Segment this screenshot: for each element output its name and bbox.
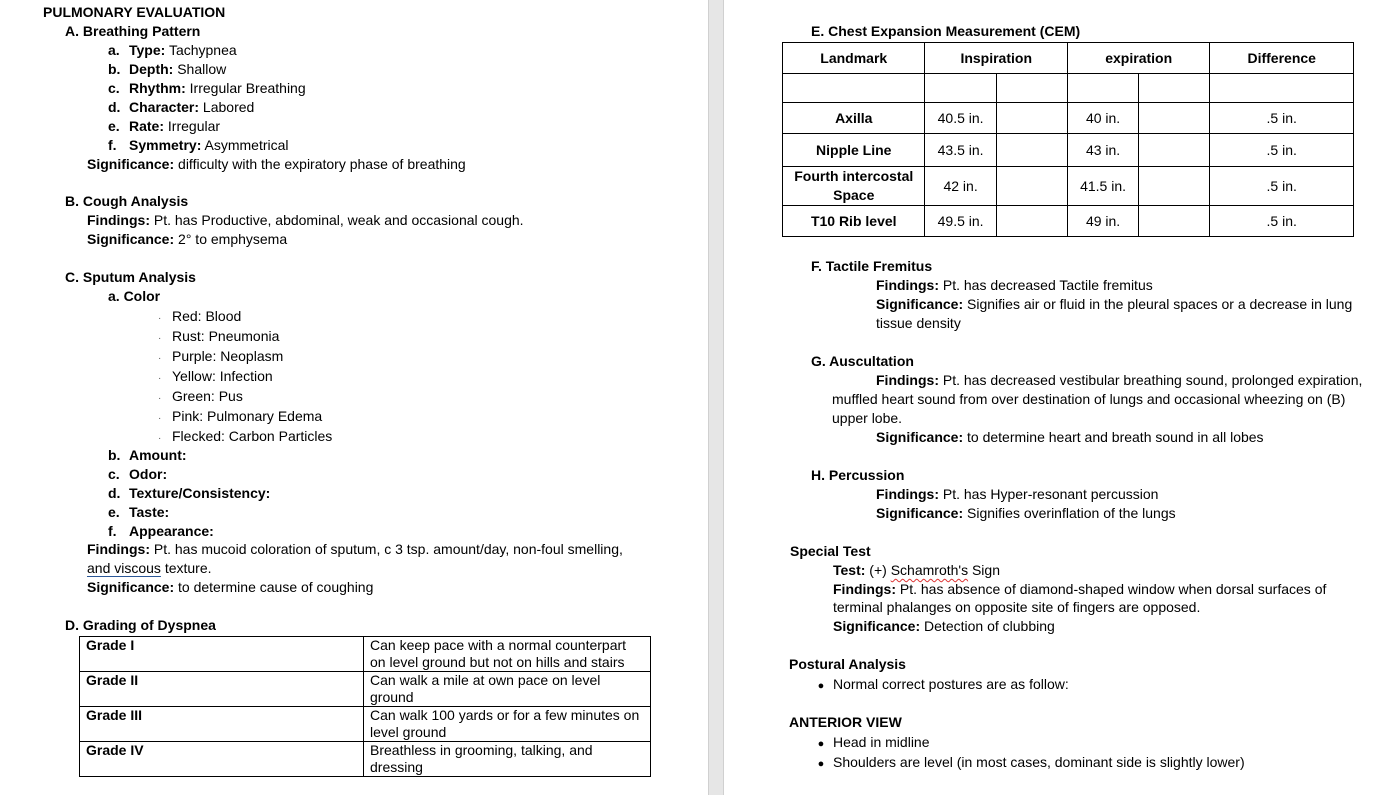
cem-blank-cell bbox=[996, 103, 1067, 134]
cem-empty-cell bbox=[1067, 74, 1138, 103]
cem-empty-row bbox=[783, 74, 1354, 103]
bullet-icon: · bbox=[158, 313, 162, 324]
bullet-icon: · bbox=[158, 373, 162, 384]
dyspnea-row bbox=[80, 707, 651, 742]
dyspnea-grade-cell: Grade I bbox=[80, 637, 364, 672]
breathing-pattern-heading: A. Breathing Pattern bbox=[65, 23, 201, 39]
sputum-findings-line2: and viscous texture. bbox=[87, 560, 212, 576]
document-title: PULMONARY EVALUATION bbox=[43, 4, 226, 20]
sputum-significance: Significance: to determine cause of coughing bbox=[87, 579, 374, 595]
dyspnea-description-cell: Can keep pace with a normal counterpart on level ground but not on hills and stairs bbox=[364, 637, 651, 672]
sputum-color-item: · Flecked: Carbon Particles bbox=[158, 427, 332, 448]
cem-blank-cell bbox=[1139, 103, 1210, 134]
special-test-findings-line2: terminal phalanges on opposite site of fingers are opposed. bbox=[833, 599, 1201, 615]
sputum-color-label: a. Color bbox=[108, 288, 161, 304]
bullet-icon: · bbox=[158, 413, 162, 424]
cem-header-expiration: expiration bbox=[1067, 43, 1209, 74]
sputum-color-item: · Green: Pus bbox=[158, 387, 243, 408]
cem-landmark-cell: Nipple Line bbox=[783, 134, 925, 167]
cem-blank-cell bbox=[996, 206, 1067, 237]
cem-expiration-cell: 40 in. bbox=[1067, 103, 1138, 134]
cem-header-landmark: Landmark bbox=[783, 43, 925, 74]
cough-analysis-heading: B. Cough Analysis bbox=[65, 193, 189, 209]
cem-header-inspiration: Inspiration bbox=[925, 43, 1067, 74]
dyspnea-description-cell: Breathless in grooming, talking, and dressing bbox=[364, 742, 651, 777]
cem-empty-cell bbox=[925, 74, 996, 103]
sputum-color-item: · Pink: Pulmonary Edema bbox=[158, 407, 322, 428]
sputum-analysis-heading: C. Sputum Analysis bbox=[65, 269, 196, 285]
cem-difference-cell: .5 in. bbox=[1210, 167, 1354, 206]
cem-blank-cell bbox=[996, 134, 1067, 167]
cem-landmark-cell: T10 Rib level bbox=[783, 206, 925, 237]
dyspnea-grading-table bbox=[79, 636, 651, 777]
sputum-property-item: e. Taste: bbox=[108, 504, 170, 520]
sputum-property-item: b. Amount: bbox=[108, 447, 187, 463]
cem-expiration-cell: 49 in. bbox=[1067, 206, 1138, 237]
dyspnea-heading: D. Grading of Dyspnea bbox=[65, 617, 216, 633]
postural-bullet: ● Normal correct postures are as follow: bbox=[809, 675, 1069, 696]
breathing-item: b. Depth: Shallow bbox=[108, 61, 227, 77]
cem-header-difference: Difference bbox=[1210, 43, 1354, 74]
dyspnea-description-cell: Can walk 100 yards or for a few minutes on level ground bbox=[364, 707, 651, 742]
postural-analysis-heading: Postural Analysis bbox=[789, 656, 906, 672]
page-gutter bbox=[708, 0, 724, 795]
sputum-property-item: f. Appearance: bbox=[108, 523, 214, 539]
sputum-property-item: c. Odor: bbox=[108, 466, 168, 482]
percussion-heading: H. Percussion bbox=[811, 467, 905, 483]
cem-empty-cell bbox=[1139, 74, 1210, 103]
dyspnea-grade-cell: Grade IV bbox=[80, 742, 364, 777]
sputum-color-item: · Rust: Pneumonia bbox=[158, 327, 279, 348]
auscultation-findings-line3: upper lobe. bbox=[832, 410, 903, 426]
anterior-bullet-1: ● Head in midline bbox=[809, 733, 930, 754]
chest-expansion-table bbox=[782, 42, 1354, 237]
breathing-item: f. Symmetry: Asymmetrical bbox=[108, 137, 289, 153]
cem-blank-cell bbox=[1139, 167, 1210, 206]
breathing-item: a. Type: Tachypnea bbox=[108, 42, 237, 58]
auscultation-findings-line1: Findings: Pt. has decreased vestibular breathing sound, prolonged expiration, bbox=[876, 372, 1363, 388]
sputum-findings-line1: Findings: Pt. has mucoid coloration of sputum, c 3 tsp. amount/day, non-foul smelling, bbox=[87, 541, 623, 557]
cem-landmark-cell: Axilla bbox=[783, 103, 925, 134]
tactile-findings: Findings: Pt. has decreased Tactile fremitus bbox=[876, 277, 1153, 293]
cough-findings: Findings: Pt. has Productive, abdominal, weak and occasional cough. bbox=[87, 212, 524, 228]
auscultation-findings-line2: muffled heart sound from over destination of lungs and occasional wheezing on (B) bbox=[832, 391, 1346, 407]
cem-inspiration-cell: 49.5 in. bbox=[925, 206, 996, 237]
cem-row bbox=[783, 134, 1354, 167]
cem-heading: E. Chest Expansion Measurement (CEM) bbox=[811, 23, 1081, 39]
auscultation-heading: G. Auscultation bbox=[811, 353, 914, 369]
dyspnea-description-cell: Can walk a mile at own pace on level ground bbox=[364, 672, 651, 707]
bullet-icon: ● bbox=[817, 758, 825, 770]
tactile-heading: F. Tactile Fremitus bbox=[811, 258, 933, 274]
bullet-icon: · bbox=[158, 333, 162, 344]
dyspnea-grade-cell: Grade III bbox=[80, 707, 364, 742]
cem-empty-cell bbox=[996, 74, 1067, 103]
cem-difference-cell: .5 in. bbox=[1210, 103, 1354, 134]
breathing-item: d. Character: Labored bbox=[108, 99, 255, 115]
sputum-color-item: · Red: Blood bbox=[158, 307, 241, 328]
anterior-bullet-2: ● Shoulders are level (in most cases, dominant side is slightly lower) bbox=[809, 753, 1245, 774]
cough-significance: Significance: 2° to emphysema bbox=[87, 231, 288, 247]
cem-empty-cell bbox=[783, 74, 925, 103]
cem-inspiration-cell: 43.5 in. bbox=[925, 134, 996, 167]
percussion-findings: Findings: Pt. has Hyper-resonant percussion bbox=[876, 486, 1159, 502]
special-test-significance: Significance: Detection of clubbing bbox=[833, 618, 1055, 634]
special-test-name: Test: (+) Schamroth's Sign bbox=[833, 562, 1000, 578]
bullet-icon: ● bbox=[817, 680, 825, 692]
cem-blank-cell bbox=[1139, 206, 1210, 237]
dyspnea-grade-cell: Grade II bbox=[80, 672, 364, 707]
sputum-color-item: · Yellow: Infection bbox=[158, 367, 273, 388]
dyspnea-row bbox=[80, 637, 651, 672]
breathing-item: e. Rate: Irregular bbox=[108, 118, 221, 134]
auscultation-significance: Significance: to determine heart and breath sound in all lobes bbox=[876, 429, 1264, 445]
sputum-property-item: d. Texture/Consistency: bbox=[108, 485, 271, 501]
anterior-view-heading: ANTERIOR VIEW bbox=[789, 714, 902, 730]
bullet-icon: · bbox=[158, 433, 162, 444]
cem-row bbox=[783, 103, 1354, 134]
cem-blank-cell bbox=[996, 167, 1067, 206]
sputum-color-item: · Purple: Neoplasm bbox=[158, 347, 283, 368]
cem-inspiration-cell: 42 in. bbox=[925, 167, 996, 206]
special-test-heading: Special Test bbox=[790, 543, 871, 559]
tactile-significance-line1: Significance: Signifies air or fluid in the pleural spaces or a decrease in lung bbox=[876, 296, 1353, 312]
bullet-icon: · bbox=[158, 353, 162, 364]
cem-expiration-cell: 41.5 in. bbox=[1067, 167, 1138, 206]
dyspnea-row bbox=[80, 672, 651, 707]
cem-blank-cell bbox=[1139, 134, 1210, 167]
cem-inspiration-cell: 40.5 in. bbox=[925, 103, 996, 134]
bullet-icon: ● bbox=[817, 738, 825, 750]
percussion-significance: Significance: Signifies overinflation of the lungs bbox=[876, 505, 1176, 521]
breathing-significance: Significance: difficulty with the expiratory phase of breathing bbox=[87, 156, 466, 172]
cem-difference-cell: .5 in. bbox=[1210, 206, 1354, 237]
cem-difference-cell: .5 in. bbox=[1210, 134, 1354, 167]
tactile-significance-line2: tissue density bbox=[876, 315, 961, 331]
special-test-findings-line1: Findings: Pt. has absence of diamond-shaped window when dorsal surfaces of bbox=[833, 581, 1327, 597]
cem-landmark-cell: Fourth intercostal Space bbox=[783, 167, 925, 206]
cem-row bbox=[783, 206, 1354, 237]
cem-header-row bbox=[783, 43, 1354, 74]
cem-row bbox=[783, 167, 1354, 206]
cem-expiration-cell: 43 in. bbox=[1067, 134, 1138, 167]
bullet-icon: · bbox=[158, 393, 162, 404]
breathing-item: c. Rhythm: Irregular Breathing bbox=[108, 80, 306, 96]
cem-empty-cell bbox=[1210, 74, 1354, 103]
dyspnea-row bbox=[80, 742, 651, 777]
